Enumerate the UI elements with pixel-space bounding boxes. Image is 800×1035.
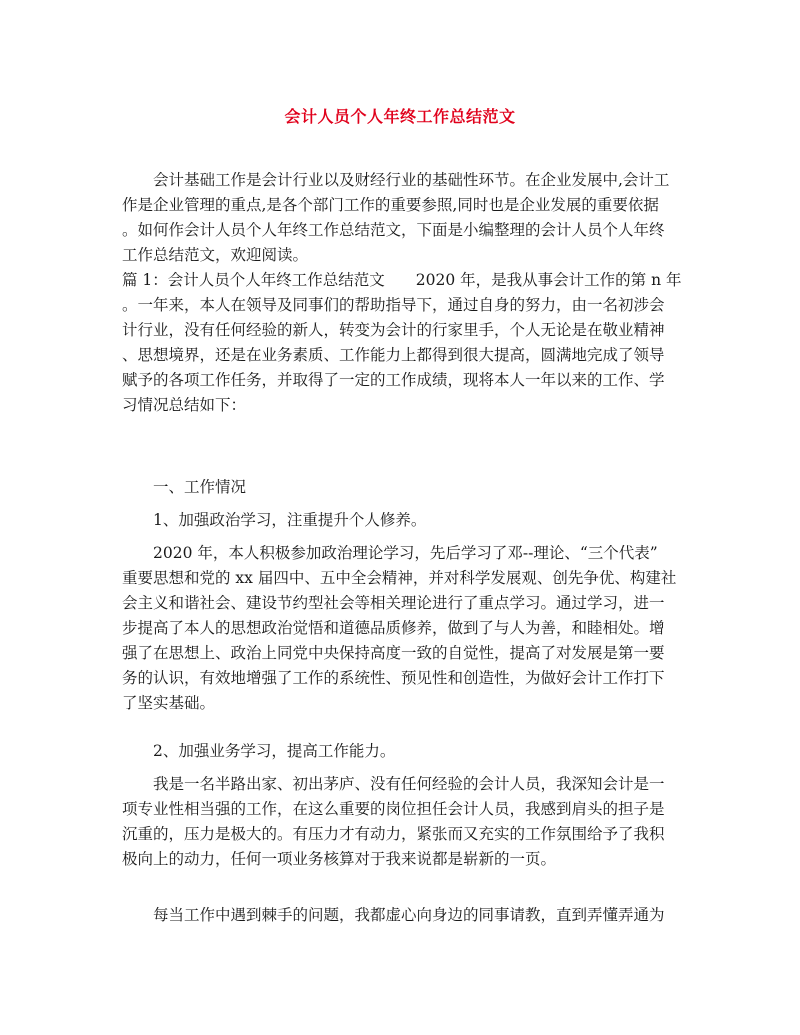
text-line: 2、加强业务学习，提高工作能力。 — [122, 742, 396, 760]
text-line: 、思想境界，还是在业务素质、工作能力上都得到很大提高，圆满地完成了领导 — [122, 346, 665, 364]
text-line: 作是企业管理的重点,是各个部门工作的重要参照,同时也是企业发展的重要依据 — [122, 196, 659, 214]
text-line: 我是一名半路出家、初出茅庐、没有任何经验的会计人员，我深知会计是一 — [122, 775, 665, 793]
text-line: 赋予的各项工作任务，并取得了一定的工作成绩，现将本人一年以来的工作、学 — [122, 371, 665, 389]
text-line: 计行业，没有任何经验的新人，转变为会计的行家里手，个人无论是在敬业精神 — [122, 321, 665, 339]
text-line: 会主义和谐社会、建设节约型社会等相关理论进行了重点学习。通过学习，进一 — [122, 594, 665, 612]
text-line: 强了在思想上、政治上同党中央保持高度一致的自觉性，提高了对发展是第一要 — [122, 644, 665, 662]
text-line: 。一年来，本人在领导及同事们的帮助指导下，通过自身的努力，由一名初涉会 — [122, 296, 665, 314]
text-line: 1、加强政治学习，注重提升个人修养。 — [122, 511, 427, 529]
text-line: 重要思想和党的 xx 届四中、五中全会精神，并对科学发展观、创先争优、构建社 — [122, 569, 677, 587]
text-line: 2020 年，本人积极参加政治理论学习，先后学习了邓--理论、“三个代表” — [122, 544, 658, 562]
text-line: 极向上的动力，任何一项业务核算对于我来说都是崭新的一页。 — [122, 850, 557, 868]
text-line: 。如何作会计人员个人年终工作总结范文，下面是小编整理的会计人员个人年终 — [122, 221, 665, 239]
text-line: 步提高了本人的思想政治觉悟和道德品质修养，做到了与人为善，和睦相处。增 — [122, 619, 665, 637]
text-line: 了坚实基础。 — [122, 694, 216, 712]
document-title: 会计人员个人年终工作总结范文 — [284, 107, 516, 126]
text-line: 会计基础工作是会计行业以及财经行业的基础性环节。在企业发展中,会计工 — [122, 171, 670, 189]
text-line: 每当工作中遇到棘手的问题，我都虚心向身边的同事请教，直到弄懂弄通为 — [122, 906, 665, 924]
text-line: 习情况总结如下： — [122, 396, 247, 414]
text-line: 沉重的，压力是极大的。有压力才有动力，紧张而又充实的工作氛围给予了我积 — [122, 825, 665, 843]
text-line: 工作总结范文，欢迎阅读。 — [122, 246, 309, 264]
text-line: 篇 1：会计人员个人年终工作总结范文 2020 年，是我从事会计工作的第 n 年 — [122, 271, 682, 289]
text-line: 务的认识，有效地增强了工作的系统性、预见性和创造性，为做好会计工作打下 — [122, 669, 665, 687]
text-line: 一、工作情况 — [122, 478, 247, 496]
text-line: 项专业性相当强的工作，在这么重要的岗位担任会计人员，我感到肩头的担子是 — [122, 800, 665, 818]
